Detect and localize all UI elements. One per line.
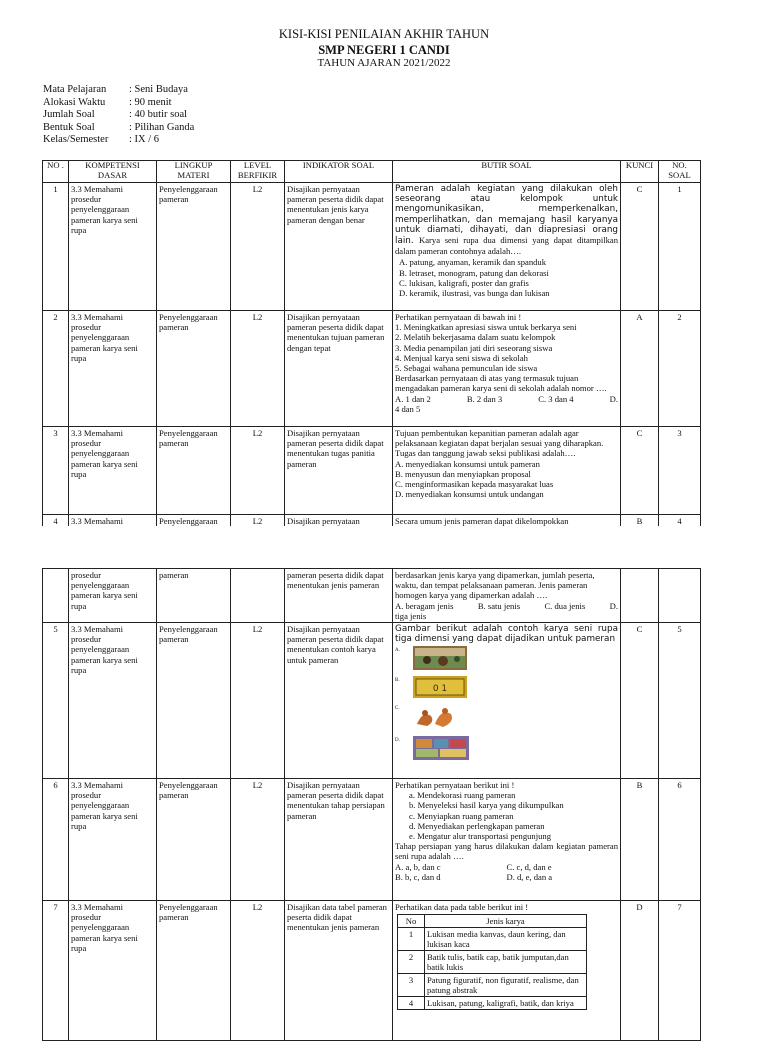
- butir-soal: [393, 183, 621, 311]
- table-header-row: [43, 161, 701, 183]
- answer-option: D. menyediakan konsumsi untuk undangan: [395, 489, 544, 500]
- question-number: 5: [659, 623, 701, 779]
- kompetensi-dasar: 3.3 Memahami prosedur penyelenggaraan pameran karya seni rupa: [69, 183, 157, 311]
- answer-options-row-1: [395, 862, 618, 872]
- statement-item: b. Menyeleksi hasil karya yang dikumpulkan: [409, 800, 564, 811]
- kompetensi-dasar: 3.3 Memahami prosedur penyelenggaraan pameran karya seni rupa: [69, 901, 157, 1041]
- question-stem: Gambar berikut adalah contoh karya seni rupa tiga dimensi yang dapat dijadikan untuk pameran: [395, 624, 618, 645]
- answer-option: C. c, d, dan e: [506, 861, 552, 872]
- answer-options: [395, 394, 618, 404]
- inner-table-header: No Jenis karya: [398, 915, 587, 928]
- image-option-a: A.: [395, 646, 618, 670]
- butir-soal: [393, 779, 621, 901]
- answer-option: C. dua jenis: [544, 600, 586, 611]
- inner-table-row: 3 Patung figuratif, non figuratif, realisme, dan patung abstrak: [398, 974, 587, 997]
- answer-key: C: [621, 623, 659, 779]
- answer-option: D.: [609, 393, 618, 404]
- table-row: [43, 569, 701, 623]
- answer-option: B. 2 dan 3: [466, 393, 503, 404]
- question-stem: Tahap persiapan yang harus dilakukan dalam kegiatan pameran seni rupa adalah ….: [395, 841, 618, 862]
- question-number: 2: [659, 311, 701, 427]
- level-berfikir: L2: [231, 311, 285, 427]
- info-row-class: Kelas/Semester : IX / 6: [43, 134, 160, 146]
- answer-options: [395, 601, 618, 611]
- exam-info: [43, 84, 194, 147]
- indikator-soal: Disajikan pernyataan pameran peserta didik dapat menentukan contoh karya untuk pameran: [285, 623, 393, 779]
- answer-option: C. 3 dan 4: [538, 393, 574, 404]
- question-number: 3: [659, 427, 701, 515]
- statement-item: e. Mengatur alur transportasi pengunjung: [409, 831, 551, 842]
- answer-option: C. lukisan, kaligrafi, poster dan grafis: [399, 277, 529, 288]
- level-berfikir: L2: [231, 427, 285, 515]
- lingkup-materi: Penyelenggaraan: [157, 515, 231, 535]
- statement-item: 3. Media penampilan jati diri seseorang siswa: [395, 342, 553, 353]
- answer-key: B: [621, 515, 659, 535]
- answer-option: D. keramik, ilustrasi, vas bunga dan lukisan: [399, 288, 550, 299]
- col-header-butir: BUTIR SOAL: [393, 161, 621, 183]
- col-header-no: NO .: [43, 161, 69, 183]
- question-stem: Tujuan pembentukan kepanitian pameran adalah agar pelaksanaan kegiatan dapat berjalan sesuai yang diharapkan. Tugas dan tanggung jawab seksi publikasi adalah….: [395, 428, 604, 459]
- indikator-soal: Disajikan pernyataan pameran peserta didik dapat menentukan jenis karya pameran dengan benar: [285, 183, 393, 311]
- answer-option: A. a, b, dan c: [395, 861, 441, 872]
- indikator-soal: Disajikan pernyataan: [285, 515, 393, 535]
- statement-item: c. Menyiapkan ruang pameran: [409, 810, 514, 821]
- academic-year: TAHUN AJARAN 2021/2022: [317, 57, 451, 69]
- answer-option: B. menyusun dan menyiapkan proposal: [395, 468, 531, 479]
- indikator-soal: Disajikan pernyataan pameran peserta didik dapat menentukan tujuan pameran dengan tepat: [285, 311, 393, 427]
- inner-table-row: 2 Batik tulis, batik cap, batik jumputan,dan batik lukis: [398, 951, 587, 974]
- answer-option: 4 dan 5: [395, 403, 421, 414]
- answer-key: C: [621, 183, 659, 311]
- answer-option: B. b, c, dan d: [395, 871, 441, 882]
- col-header-materi: LINGKUP MATERI: [157, 161, 231, 183]
- statement-item: d. Menyediakan perlengkapan pameran: [409, 820, 545, 831]
- butir-soal: [393, 427, 621, 515]
- butir-soal: [393, 311, 621, 427]
- level-berfikir: L2: [231, 901, 285, 1041]
- statement-item: 5. Sebagai wahana pemunculan ide siswa: [395, 363, 538, 374]
- table-row: [43, 623, 701, 779]
- level-berfikir: L2: [231, 623, 285, 779]
- row-number: 7: [43, 901, 69, 1041]
- answer-option: A. 1 dan 2: [395, 393, 431, 404]
- kompetensi-dasar: 3.3 Memahami prosedur penyelenggaraan pameran karya seni rupa: [69, 779, 157, 901]
- lingkup-materi: Penyelenggaraan pameran: [157, 311, 231, 427]
- butir-soal: [393, 623, 621, 779]
- question-intro: Perhatikan pernyataan berikut ini !: [395, 780, 515, 791]
- mosaic-image: [413, 736, 469, 760]
- indikator-soal: Disajikan pernyataan pameran peserta didik dapat menentukan tahap persiapan pameran: [285, 779, 393, 901]
- answer-option: D. d, e, dan a: [506, 871, 553, 882]
- answer-option: tiga jenis: [395, 610, 427, 621]
- lingkup-materi: Penyelenggaraan pameran: [157, 779, 231, 901]
- painting-image: [413, 646, 467, 670]
- question-stem: berdasarkan jenis karya yang dipamerkan, jumlah peserta, waktu, dan tempat pelaksanaan pameran. Jenis pameran homogen karya yang dipamerkan adalah ….: [395, 570, 595, 601]
- info-row-time: Alokasi Waktu : 90 menit: [43, 96, 172, 108]
- kompetensi-dasar: 3.3 Memahami prosedur penyelenggaraan pameran karya seni rupa: [69, 311, 157, 427]
- lingkup-materi: Penyelenggaraan pameran: [157, 183, 231, 311]
- row-number: 5: [43, 623, 69, 779]
- col-header-nosoal: NO. SOAL: [659, 161, 701, 183]
- kompetensi-dasar: 3.3 Memahami: [69, 515, 157, 535]
- inner-table-row: 4 Lukisan, patung, kaligrafi, batik, dan kriya: [398, 997, 587, 1010]
- indikator-soal: Disajikan pernyataan pameran peserta didik dapat menentukan tugas panitia pameran: [285, 427, 393, 515]
- image-option-d: D.: [395, 736, 618, 760]
- page-break: [0, 526, 768, 566]
- row-number: 2: [43, 311, 69, 427]
- answer-option: A. beragam jenis: [395, 600, 454, 611]
- answer-option: A. menyediakan konsumsi untuk pameran: [395, 458, 540, 469]
- question-intro: Perhatikan data pada table berikut ini !: [395, 902, 529, 913]
- col-header-level: LEVEL BERFIKIR: [231, 161, 285, 183]
- col-header-indikator: INDIKATOR SOAL: [285, 161, 393, 183]
- statement-item: 2. Melatih bekerjasama dalam suatu kelompok: [395, 332, 556, 343]
- butir-soal: [393, 901, 621, 1041]
- answer-option: B. satu jenis: [477, 600, 521, 611]
- kompetensi-dasar: 3.3 Memahami prosedur penyelenggaraan pameran karya seni rupa: [69, 427, 157, 515]
- col-header-kunci: KUNCI: [621, 161, 659, 183]
- kisi-table-page-1: [42, 160, 701, 535]
- indikator-soal: Disajikan data tabel pameran peserta didik dapat menentukan jenis pameran: [285, 901, 393, 1041]
- table-row: [43, 427, 701, 515]
- row-number: 6: [43, 779, 69, 901]
- kompetensi-dasar: prosedur penyelenggaraan pameran karya seni rupa: [69, 569, 157, 623]
- table-row: [43, 311, 701, 427]
- lingkup-materi: Penyelenggaraan pameran: [157, 901, 231, 1041]
- table-row: [43, 779, 701, 901]
- level-berfikir: L2: [231, 779, 285, 901]
- document-title: KISI-KISI PENILAIAN AKHIR TAHUN: [278, 27, 490, 41]
- butir-soal: Secara umum jenis pameran dapat dikelompokkan: [393, 515, 621, 535]
- question-stem: Berdasarkan pernyataan di atas yang termasuk tujuan mengadakan pameran karya seni di sekolah adalah nomor ….: [395, 373, 607, 394]
- image-option-b: B. 0 1: [395, 676, 618, 698]
- answer-key: C: [621, 427, 659, 515]
- school-name: SMP NEGERI 1 CANDI: [318, 43, 450, 57]
- info-row-subject: Mata Pelajaran : Seni Budaya: [43, 84, 188, 95]
- table-row: [43, 901, 701, 1041]
- level-berfikir: L2: [231, 183, 285, 311]
- row-number: 4: [43, 515, 69, 535]
- info-row-count: Jumlah Soal : 40 butir soal: [43, 109, 188, 121]
- answer-option: D.: [609, 600, 618, 611]
- batik-cloth-image: [413, 676, 467, 698]
- lingkup-materi: pameran: [157, 569, 231, 623]
- statement-item: 1. Meningkatkan apresiasi siswa untuk berkarya seni: [395, 322, 577, 333]
- question-stem: Pameran adalah kegiatan yang dilakukan oleh seseorang atau kelompok untuk mengomunikasikan, memperkenalkan, memperlihatkan, dan memajang hasil karyanya untuk diamati, dihayati, dan diapresiasi orang lain. Karya seni rupa dua dimensi yang dapat ditampilkan dalam pameran contohnya adalah….: [395, 184, 619, 257]
- question-number: 6: [659, 779, 701, 901]
- answer-option: C. menginformasikan kepada masyarakat luas: [395, 479, 554, 490]
- answer-options-row-2: [395, 872, 618, 882]
- jenis-karya-table: [397, 914, 587, 1010]
- question-number: 4: [659, 515, 701, 535]
- image-option-c: C.: [395, 704, 618, 730]
- answer-key: A: [621, 311, 659, 427]
- answer-option: B. letraset, monogram, patung dan dekorasi: [399, 267, 549, 278]
- butir-soal: [393, 569, 621, 623]
- inner-table-row: 1 Lukisan media kanvas, daun kering, dan lukisan kaca: [398, 928, 587, 951]
- sculpture-image: [413, 704, 459, 730]
- question-number: 7: [659, 901, 701, 1041]
- kisi-table-page-2: [42, 568, 701, 1041]
- statement-item: 4. Menjual karya seni siswa di sekolah: [395, 352, 528, 363]
- answer-key: B: [621, 779, 659, 901]
- question-intro: Perhatikan pernyataan di bawah ini !: [395, 312, 522, 322]
- row-number: 1: [43, 183, 69, 311]
- lingkup-materi: Penyelenggaraan pameran: [157, 427, 231, 515]
- info-row-type: Bentuk Soal : Pilihan Ganda: [43, 121, 195, 133]
- answer-key: D: [621, 901, 659, 1041]
- kompetensi-dasar: 3.3 Memahami prosedur penyelenggaraan pameran karya seni rupa: [69, 623, 157, 779]
- answer-option: A. patung, anyaman, keramik dan spanduk: [399, 257, 547, 268]
- indikator-soal: pameran peserta didik dapat menentukan jenis pameran: [285, 569, 393, 623]
- table-row: [43, 183, 701, 311]
- col-header-kd: KOMPETENSI DASAR: [69, 161, 157, 183]
- row-number: 3: [43, 427, 69, 515]
- lingkup-materi: Penyelenggaraan pameran: [157, 623, 231, 779]
- statement-item: a. Mendekorasi ruang pameran: [409, 790, 516, 801]
- question-number: 1: [659, 183, 701, 311]
- svg-text:0 1: 0 1: [432, 684, 448, 695]
- level-berfikir: L2: [231, 515, 285, 535]
